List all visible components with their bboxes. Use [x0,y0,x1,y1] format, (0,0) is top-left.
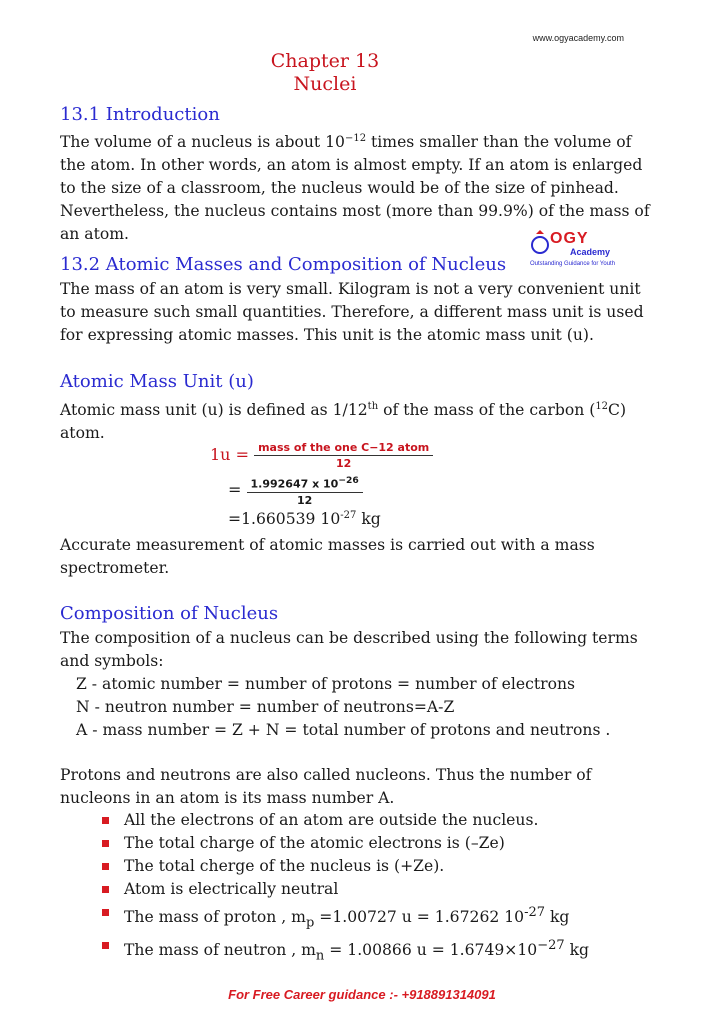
list-item: All the electrons of an atom are outside the nucleus. [100,809,589,832]
atomic-masses-paragraph: The mass of an atom is very small. Kilogram is not a very convenient unit to measure such small quantities. Therefore, a different mass unit is used for expressing atomic masses. This unit is the atomic mass unit (u). [60,280,644,344]
mass-spectrometer-paragraph: Accurate measurement of atomic masses is carried out with a mass spectrometer. [60,536,595,577]
chapter-number: Chapter 13 [270,50,380,72]
list-item: The mass of neutron , $m_n = 1.00866$ $u = 1.6749\times 10^{-27}$ kg [100,934,589,967]
list-item: The mass of proton , $m_p =1.00727$ u = 1.67262 $10^{-27}$ kg [100,901,589,934]
list-item: Atom is electrically neutral [100,878,589,901]
composition-terms [60,673,660,742]
nucleus-facts-list [100,809,589,968]
composition-paragraph: The composition of a nucleus can be described using the following terms and symbols: [60,629,638,670]
section-heading-amu: Atomic Mass Unit (u) [60,371,254,392]
intro-paragraph: The volume of a nucleus is about $10^{-12}$ times smaller than the volume of the atom. In other words, an atom is almost empty. If an atom is enlarged to the size of a classroom, the nucleus would be of the size of pinhead. Nevertheless, the nucleus contains most (more than 99.9%) of the mass of an atom. [60,133,650,244]
amu-equation-2: = $\frac{1.992647 x 10^{-26}}{12}$ [228,473,363,508]
section-heading-atomic-masses: 13.2 Atomic Masses and Composition of Nucleus [60,254,507,275]
amu-equation-1: 1u = $\frac{\text{mass of the one C−12 atom}}{12}$ [210,440,433,471]
amu-definition: Atomic mass unit (u) is defined as 1/12th of the mass of the carbon ($^{12}$C) atom. [60,401,627,443]
list-item: The total cherge of the nucleus is (+Ze). [100,855,589,878]
section-heading-composition: Composition of Nucleus [60,603,279,624]
site-url: www.ogyacademy.com [532,33,624,43]
footer-career-guidance: For Free Career guidance :- +918891314091 [228,987,496,1002]
ogy-academy-logo: OGY Academy Outstanding Guidance for Youth [530,230,616,267]
chapter-title: Nuclei [293,73,357,95]
amu-equation-3: =1.660539 $10^{-27}$ kg [228,510,381,529]
term-a: A - mass number = Z + N = total number of protons and neutrons . [76,721,611,739]
nucleons-paragraph: Protons and neutrons are also called nucleons. Thus the number of nucleons in an atom is its mass number A. [60,766,592,807]
list-item: The total charge of the atomic electrons is (–Ze) [100,832,589,855]
term-z: Z - atomic number = number of protons = number of electrons [76,675,576,693]
term-n: N - neutron number = number of neutrons=A-Z [76,698,455,716]
section-heading-introduction: 13.1 Introduction [60,104,220,125]
